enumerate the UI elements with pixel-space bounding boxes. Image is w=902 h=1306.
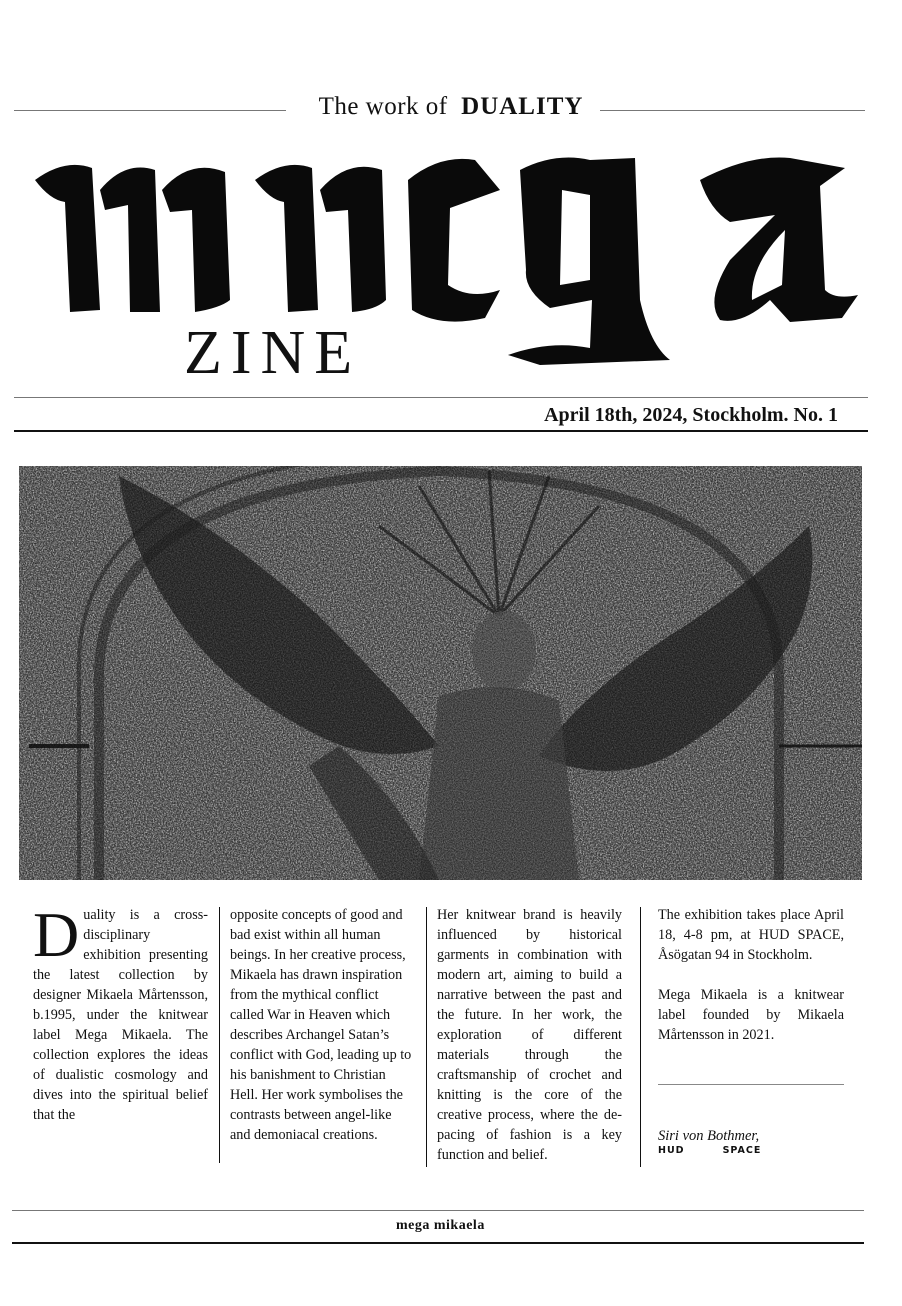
org-name-space: SPACE [722,1145,762,1156]
column-divider-2 [426,907,427,1167]
column-2-text: opposite concepts of good and bad exist within all human beings. In her creative process, Mikaela has drawn inspiration from the mythical conflict called War in Heaven which describes Archangel Satan’s conflict with God, leading up to his banishment to Christian Hell. Her work symbolises the contrasts between angel-like and demoniacal creations. [230,907,412,1143]
kicker-line [0,93,902,121]
label-info: Mega Mikaela is a knitwear label founded by Mikaela Mårtensson in 2021. [658,987,844,1043]
org-name-hud: HUD [658,1145,685,1156]
article-column-4 [658,905,844,1045]
issue-dateline: April 18th, 2024, Stockholm. No. 1 [544,404,838,426]
column-divider-1 [219,907,220,1163]
footer-rule-bottom [12,1242,864,1244]
author-organization [658,1145,799,1156]
masthead-logo [30,150,870,370]
article-column-2 [230,905,415,1145]
column-divider-3 [640,907,641,1167]
column-3-text: Her knitwear brand is heavily influenced by historical garments in combination with modern art, aiming to build a narrative between the past and the future. In her work, the exploration of different materials through the craftsmanship of crochet and knitting is the core of the creative process, where the de-pacing of fashion is a key function and belief. [437,907,622,1163]
article-column-3 [437,905,622,1165]
masthead-rule-top [14,397,868,398]
angel-artwork-image [19,466,862,880]
masthead-rule-bottom [14,430,868,432]
article-column-1 [33,899,208,1125]
column-1-text: uality is a cross-disciplinary exhibition presenting the latest collection by designer Mikaela Mårtensson, b.1995, under the knitwear label Mega Mikaela. The collection explores the ideas of dualistic cosmology and dives into the spiritual belief that the [33,907,208,1123]
author-signature: Siri von Bothmer, [658,1128,760,1144]
footer-logo: mega mikaela [396,1218,485,1233]
kicker-prefix: The work of [318,93,448,120]
drop-cap: D [33,899,80,970]
kicker-name: DUALITY [461,93,584,120]
exhibition-info: The exhibition takes place April 18, 4-8 pm, at HUD SPACE, Åsögatan 94 in Stockholm. [658,907,844,963]
zine-subtitle: ZINE [184,319,362,387]
signature-rule [658,1084,844,1085]
footer-rule-top [12,1210,864,1211]
